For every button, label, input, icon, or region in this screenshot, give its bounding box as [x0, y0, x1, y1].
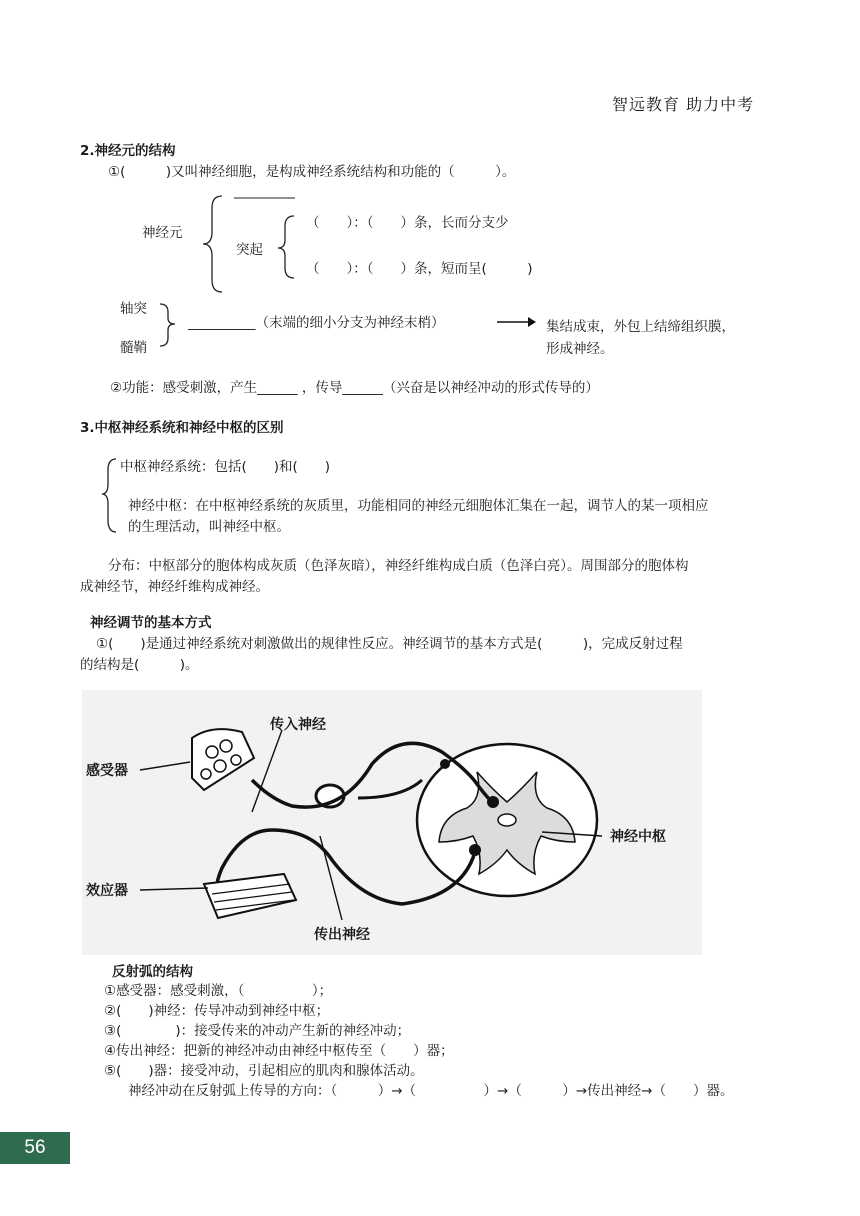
- center-line-1: 神经中枢：在中枢神经系统的灰质里，功能相同的神经元细胞体汇集在一起，调节人的某一项相应: [128, 498, 709, 514]
- receptor-tissue: [192, 729, 254, 790]
- branch-axon-line: （ ）：（ ）条，长而分支少: [306, 215, 509, 231]
- effector-label: 效应器: [86, 883, 128, 899]
- nerve-center-label: 神经中枢: [610, 829, 666, 845]
- distribution-line-2: 成神经节，神经纤维构成神经。: [80, 579, 269, 595]
- bundle-text-1: 集结成束，外包上结缔组织膜，: [546, 319, 735, 335]
- page-number: 56: [0, 1132, 70, 1164]
- spinal-cord: [417, 744, 597, 896]
- branch-dendrite-line: （ ）：（ ）条，短而呈( ): [306, 261, 533, 277]
- arc-item-1: ①感受器：感受刺激，（ ）；: [104, 983, 333, 999]
- header-brand: 智远教育 助力中考: [612, 95, 755, 114]
- axon-label: 轴突: [120, 301, 147, 317]
- arc-item-5: ⑤( )器：接受冲动，引起相应的肌肉和腺体活动。: [104, 1063, 424, 1079]
- section4-title: 神经调节的基本方式: [90, 615, 212, 631]
- process-label: 突起: [236, 242, 263, 258]
- reflex-arc-figure: [82, 690, 702, 955]
- receptor-label: 感受器: [86, 763, 128, 779]
- arc-item-2: ②( )神经：传导冲动到神经中枢；: [104, 1003, 330, 1019]
- section2-line1: ①( )又叫神经细胞，是构成神经系统结构和功能的（ ）。: [108, 164, 516, 180]
- center-line-2: 的生理活动，叫神经中枢。: [128, 519, 290, 535]
- section2-title: 2.神经元的结构: [80, 143, 176, 159]
- arc-item-3: ③( )：接受传来的冲动产生新的神经冲动；: [104, 1023, 411, 1039]
- cns-brace: [100, 456, 120, 536]
- efferent-nerve-label: 传出神经: [314, 927, 370, 943]
- section3-title: 3.中枢神经系统和神经中枢的区别: [80, 420, 284, 436]
- section4-line1: ①( )是通过神经系统对刺激做出的规律性反应。神经调节的基本方式是( )，完成反射过程: [96, 636, 683, 652]
- nerve-fiber-line: __________（末端的细小分支为神经末梢）: [188, 315, 445, 331]
- section5-title: 反射弧的结构: [112, 964, 193, 980]
- cns-line: 中枢神经系统：包括( )和( ): [120, 459, 331, 475]
- bundle-text-2: 形成神经。: [546, 341, 614, 357]
- neuron-label: 神经元: [142, 225, 183, 241]
- myelin-label: 髓鞘: [120, 340, 147, 356]
- afferent-nerve-label: 传入神经: [270, 717, 326, 733]
- arc-item-4: ④传出神经：把新的神经冲动由神经中枢传至（ ）器；: [104, 1043, 454, 1059]
- section4-line2: 的结构是( )。: [80, 657, 199, 673]
- arc-direction: 神经冲动在反射弧上传导的方向：（ ）→（ ）→（ ）→传出神经→（ ）器。: [128, 1083, 734, 1099]
- distribution-line-1: 分布：中枢部分的胞体构成灰质（色泽灰暗），神经纤维构成白质（色泽白亮）。周围部分的胞体构: [108, 558, 689, 574]
- function-line: ②功能：感受刺激，产生______ ，传导______（兴奋是以神经冲动的形式传导的）: [110, 380, 599, 396]
- reflex-arc-drawing: [82, 690, 702, 955]
